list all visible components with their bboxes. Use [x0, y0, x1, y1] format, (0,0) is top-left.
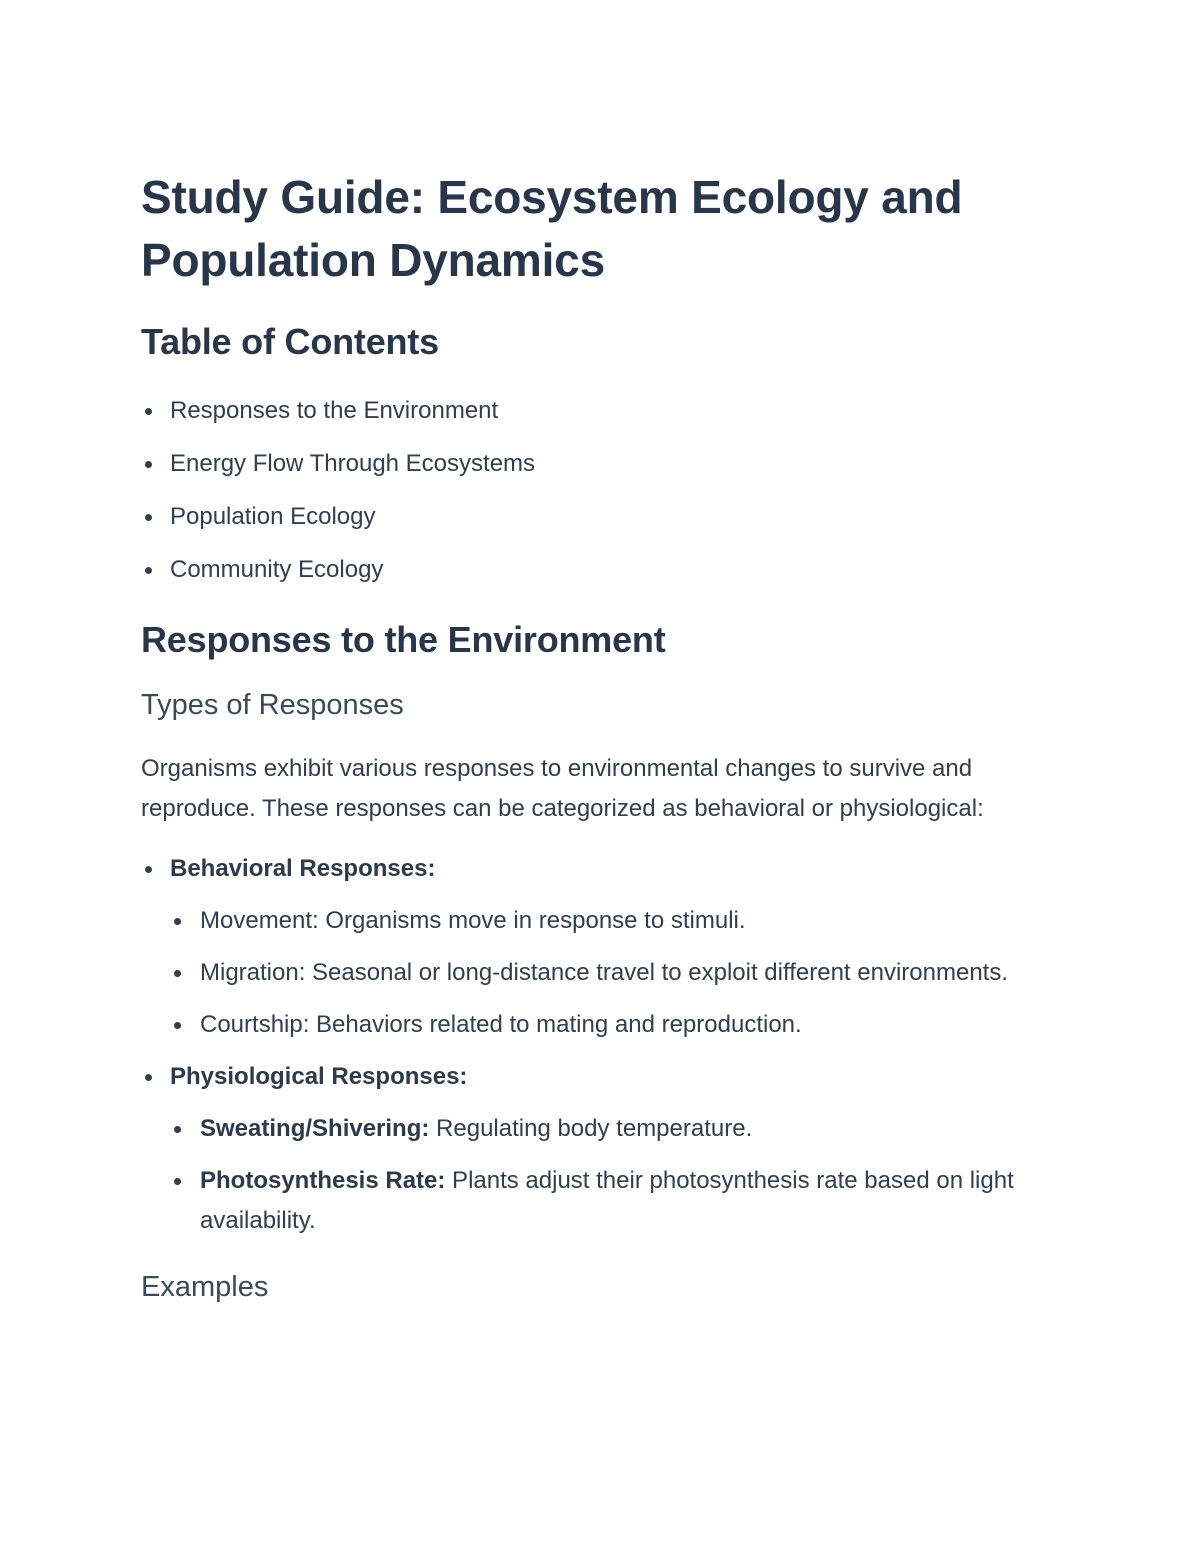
list-item-term: Photosynthesis Rate:: [200, 1167, 446, 1194]
toc-item: [141, 500, 1061, 534]
bullet-icon: [174, 970, 181, 977]
toc-list: [141, 394, 1061, 587]
response-list: [141, 849, 1061, 1241]
physiological-responses-item: [141, 1057, 1061, 1241]
section-heading: Responses to the Environment: [141, 619, 666, 660]
behavioral-responses-item: [141, 849, 1061, 1045]
list-item-text: Courtship: Behaviors related to mating and reproduction.: [200, 1011, 802, 1038]
physiological-sublist: [170, 1109, 1061, 1241]
bullet-icon: [145, 408, 152, 415]
subsection-heading: Types of Responses: [141, 689, 404, 721]
toc-heading: Table of Contents: [141, 321, 439, 362]
list-item: [170, 1161, 1061, 1241]
bullet-icon: [145, 461, 152, 468]
list-item-text: Migration: Seasonal or long-distance travel to exploit different environments.: [200, 959, 1008, 986]
bullet-icon: [145, 1074, 152, 1081]
page-title: Study Guide: Ecosystem Ecology and Population Dynamics: [141, 171, 963, 286]
bullet-icon: [174, 1022, 181, 1029]
toc-item-label: Community Ecology: [170, 556, 384, 583]
behavioral-responses-label: Behavioral Responses:: [170, 855, 436, 882]
list-item-text: Movement: Organisms move in response to stimuli.: [200, 907, 746, 934]
bullet-icon: [174, 1126, 181, 1133]
toc-item-label: Population Ecology: [170, 503, 376, 530]
bullet-icon: [145, 866, 152, 873]
list-item: [170, 953, 1061, 993]
physiological-responses-label: Physiological Responses:: [170, 1063, 468, 1090]
list-item-text: Regulating body temperature.: [429, 1115, 753, 1142]
toc-item-label: Energy Flow Through Ecosystems: [170, 450, 536, 477]
bullet-icon: [174, 918, 181, 925]
list-item: [170, 1109, 1061, 1149]
bullet-icon: [145, 514, 152, 521]
toc-item-label: Responses to the Environment: [170, 397, 499, 424]
list-item: [170, 901, 1061, 941]
toc-item: [141, 553, 1061, 587]
intro-paragraph: Organisms exhibit various responses to environmental changes to survive and reproduce. These responses can be categorized as behavioral or physiological:: [141, 755, 984, 822]
behavioral-sublist: [170, 901, 1061, 1045]
document-page: [141, 166, 1061, 1307]
list-item: [170, 1005, 1061, 1045]
bullet-icon: [174, 1178, 181, 1185]
bullet-icon: [145, 567, 152, 574]
list-item-term: Sweating/Shivering:: [200, 1115, 430, 1142]
toc-item: [141, 447, 1061, 481]
examples-heading: Examples: [141, 1271, 269, 1303]
list-item-text: Plants adjust their photosynthesis rate based on light availability.: [200, 1167, 1014, 1234]
toc-item: [141, 394, 1061, 428]
